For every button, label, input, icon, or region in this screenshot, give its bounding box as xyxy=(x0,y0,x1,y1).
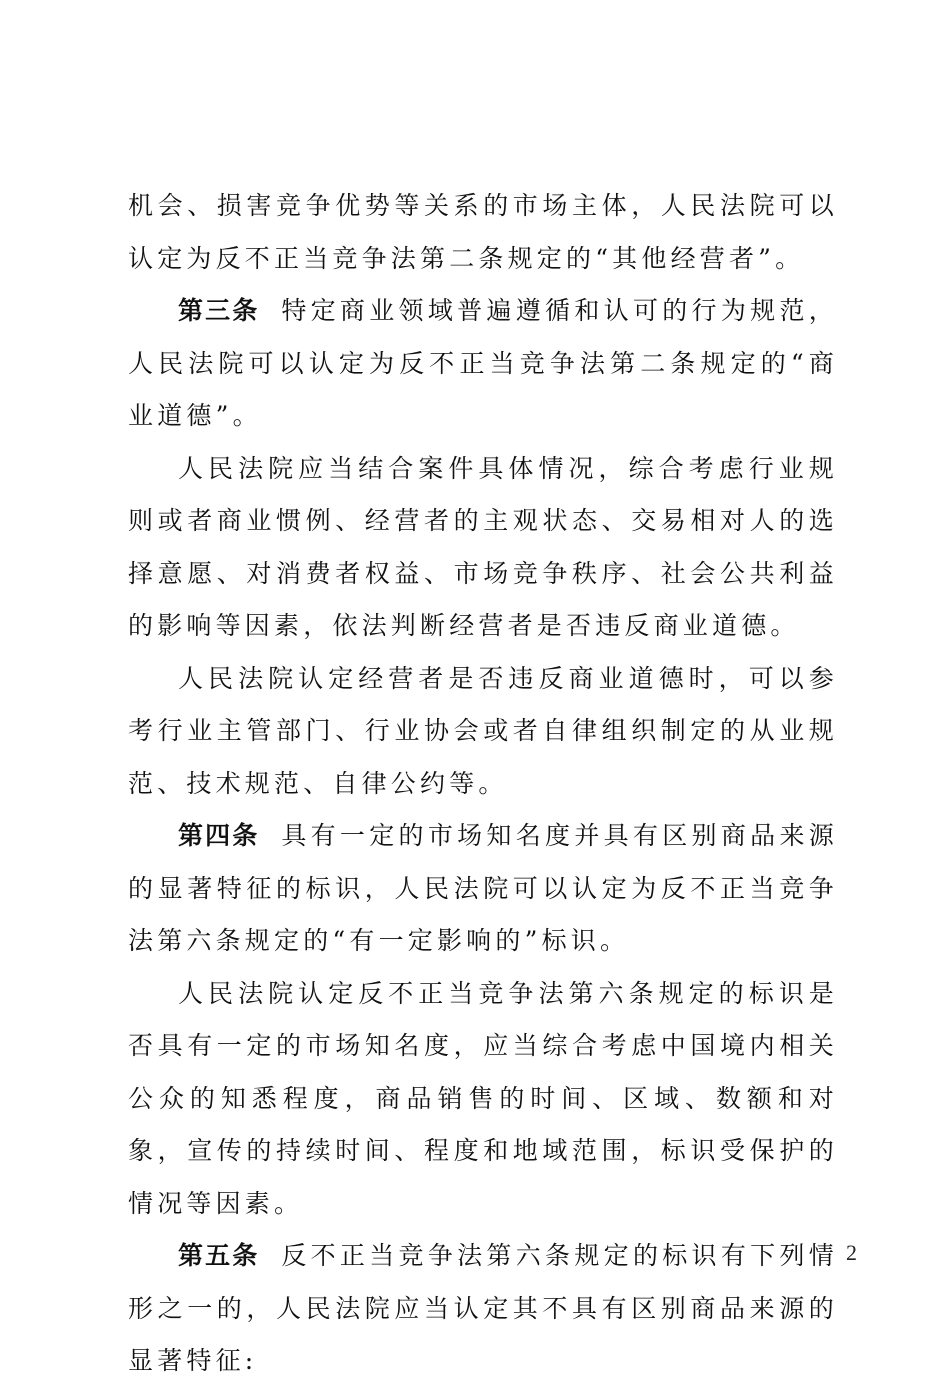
paragraph-text: 特定商业领域普遍遵循和认可的行为规范，人民法院可以认定为反不正当竞争法第二条规定的“商业道德”。 xyxy=(128,296,838,430)
paragraph-continuation xyxy=(128,180,838,285)
article-5-paragraph xyxy=(128,1230,838,1388)
paragraph-text: 人民法院认定经营者是否违反商业道德时，可以参考行业主管部门、行业协会或者自律组织制定的从业规范、技术规范、自律公约等。 xyxy=(128,663,838,798)
paragraph-text: 具有一定的市场知名度并具有区别商品来源的显著特征的标识，人民法院可以认定为反不正当竞争法第六条规定的“有一定影响的”标识。 xyxy=(128,821,838,955)
article-label: 第三条 xyxy=(178,296,260,325)
paragraph-text: 机会、损害竞争优势等关系的市场主体，人民法院可以认定为反不正当竞争法第二条规定的“其他经营者”。 xyxy=(128,191,838,273)
article-4-clause-2 xyxy=(128,968,838,1231)
article-3-paragraph xyxy=(128,285,838,443)
paragraph-text: 人民法院认定反不正当竞争法第六条规定的标识是否具有一定的市场知名度，应当综合考虑中国境内相关公众的知悉程度，商品销售的时间、区域、数额和对象，宣传的持续时间、程度和地域范围，标识受保护的情况等因素。 xyxy=(128,978,838,1218)
article-3-clause-2 xyxy=(128,443,838,653)
paragraph-text: 反不正当竞争法第六条规定的标识有下列情形之一的，人民法院应当认定其不具有区别商品来源的显著特征: xyxy=(128,1241,838,1375)
paragraph-text: 人民法院应当结合案件具体情况，综合考虑行业规则或者商业惯例、经营者的主观状态、交易相对人的选择意愿、对消费者权益、市场竞争秩序、社会公共利益的影响等因素，依法判断经营者是否违反商业道德。 xyxy=(128,453,838,640)
document-body xyxy=(128,180,838,1388)
article-4-paragraph xyxy=(128,810,838,968)
article-3-clause-3 xyxy=(128,653,838,811)
page-number: 2 xyxy=(846,1240,857,1265)
article-label: 第四条 xyxy=(178,821,260,850)
article-label: 第五条 xyxy=(178,1241,260,1270)
